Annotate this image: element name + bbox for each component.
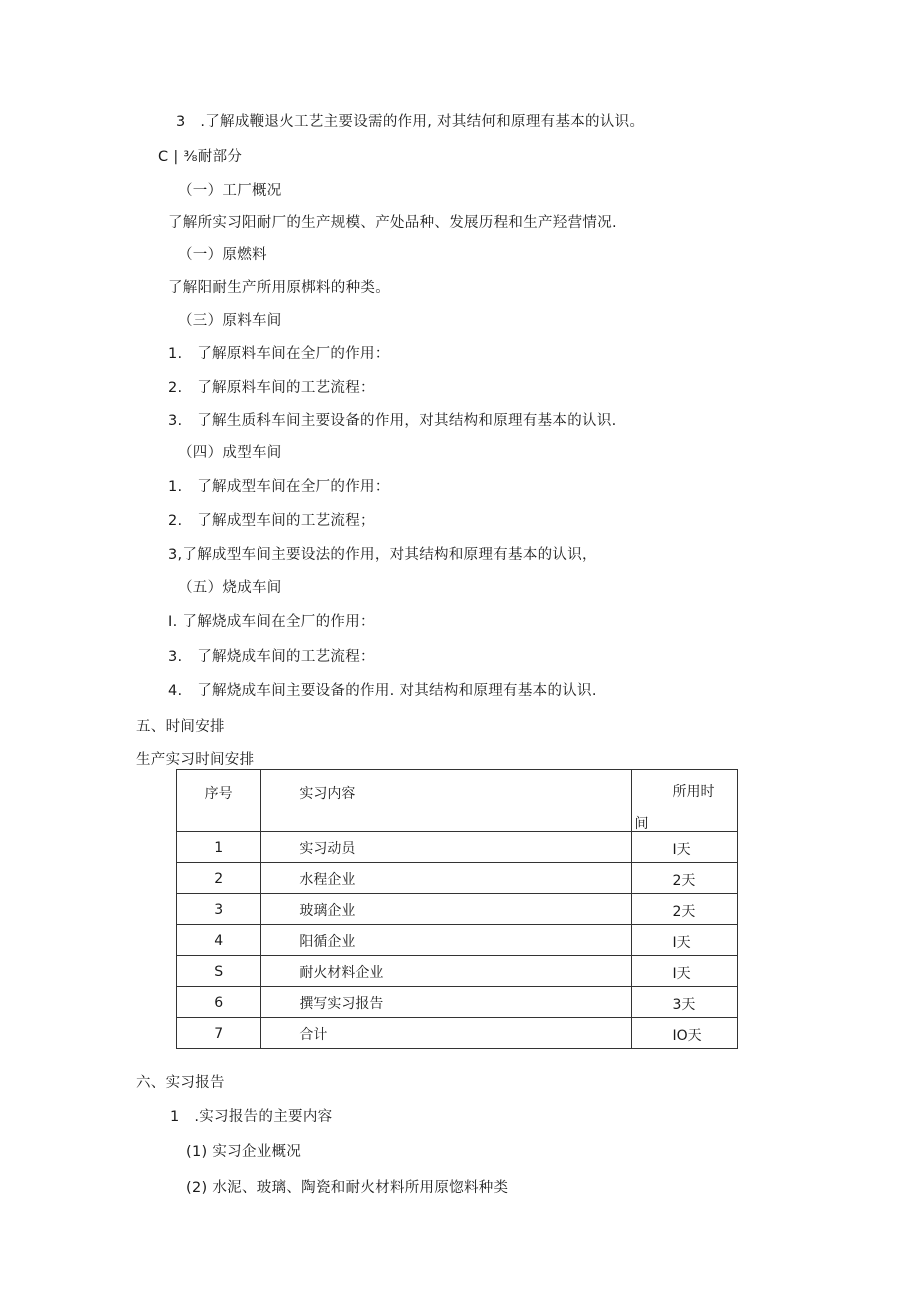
row-content: 玻璃企业: [261, 894, 632, 925]
header-cell-time: 所用时 间: [632, 770, 738, 832]
row-number: 2: [177, 863, 261, 894]
text-line: 了解所实习阳耐厂的生产规模、产处品种、发展历程和生产羟营情况.: [168, 215, 617, 231]
row-time: I天: [632, 925, 738, 956]
row-content: 阳循企业: [261, 925, 632, 956]
table-row: [177, 894, 738, 925]
row-time: 3天: [632, 987, 738, 1018]
row-time: I天: [632, 956, 738, 987]
row-content: 水程企业: [261, 863, 632, 894]
section-heading: 六、实习报告: [136, 1075, 225, 1091]
table-row: [177, 863, 738, 894]
section-heading: 五、时间安排: [136, 719, 225, 735]
row-content: 撰写实习报告: [261, 987, 632, 1018]
row-time: IO天: [632, 1018, 738, 1049]
list-item: 1. 了解成型车间在全厂的作用：: [168, 479, 390, 495]
row-content: 合计: [261, 1018, 632, 1049]
subsection-heading: （四）成型车间: [178, 445, 282, 461]
list-item: (2) 水泥、玻璃、陶瓷和耐火材料所用原惚料种类: [186, 1180, 509, 1196]
list-item: 2. 了解成型车间的工艺流程；: [168, 513, 375, 529]
row-number: 4: [177, 925, 261, 956]
row-number: 1: [177, 832, 261, 863]
list-item: 3. 了解烧成车间的工艺流程：: [168, 649, 375, 665]
list-item: 3. 了解生质科车间主要设备的作用，对其结构和原理有基本的认识.: [168, 413, 617, 429]
subsection-heading: （五）烧成车间: [178, 580, 282, 596]
text-line: 3 .了解成鞭退火工艺主要设需的作用, 对其结何和原理有基本的认识。: [176, 114, 645, 130]
table-caption: 生产实习时间安排: [136, 752, 255, 768]
list-item: (1) 实习企业概况: [186, 1144, 302, 1160]
subsection-heading: （一）工厂概况: [178, 183, 282, 199]
text-line: 了解阳耐生产所用原梆料的种类。: [168, 280, 390, 296]
table-row: [177, 956, 738, 987]
list-item: 3,了解成型车间主要设法的作用，对其结构和原理有基本的认识，: [168, 547, 597, 563]
header-cell-content: 实习内容: [261, 770, 632, 832]
row-number: 3: [177, 894, 261, 925]
row-number: S: [177, 956, 261, 987]
table-row: [177, 987, 738, 1018]
table-row: [177, 832, 738, 863]
table-row: [177, 1018, 738, 1049]
header-cell-number: 序号: [177, 770, 261, 832]
row-time: 2天: [632, 863, 738, 894]
row-time: 2天: [632, 894, 738, 925]
row-content: 实习动员: [261, 832, 632, 863]
subsection-heading: 1 .实习报告的主要内容: [170, 1109, 333, 1125]
subsection-heading: （一）原燃料: [178, 247, 267, 263]
row-number: 7: [177, 1018, 261, 1049]
row-time: I天: [632, 832, 738, 863]
list-item: 4. 了解烧成车间主要设备的作用. 对其结构和原理有基本的认识.: [168, 683, 597, 699]
list-item: I. 了解烧成车间在全厂的作用：: [168, 614, 375, 630]
row-number: 6: [177, 987, 261, 1018]
list-item: 2. 了解原料车间的工艺流程：: [168, 380, 375, 396]
row-content: 耐火材料企业: [261, 956, 632, 987]
table-header-row: [177, 770, 738, 832]
subsection-heading: （三）原料车间: [178, 313, 282, 329]
table-row: [177, 925, 738, 956]
section-heading: C | ⅜耐部分: [158, 149, 243, 165]
schedule-table: [176, 769, 738, 1049]
list-item: 1. 了解原料车间在全厂的作用：: [168, 346, 390, 362]
